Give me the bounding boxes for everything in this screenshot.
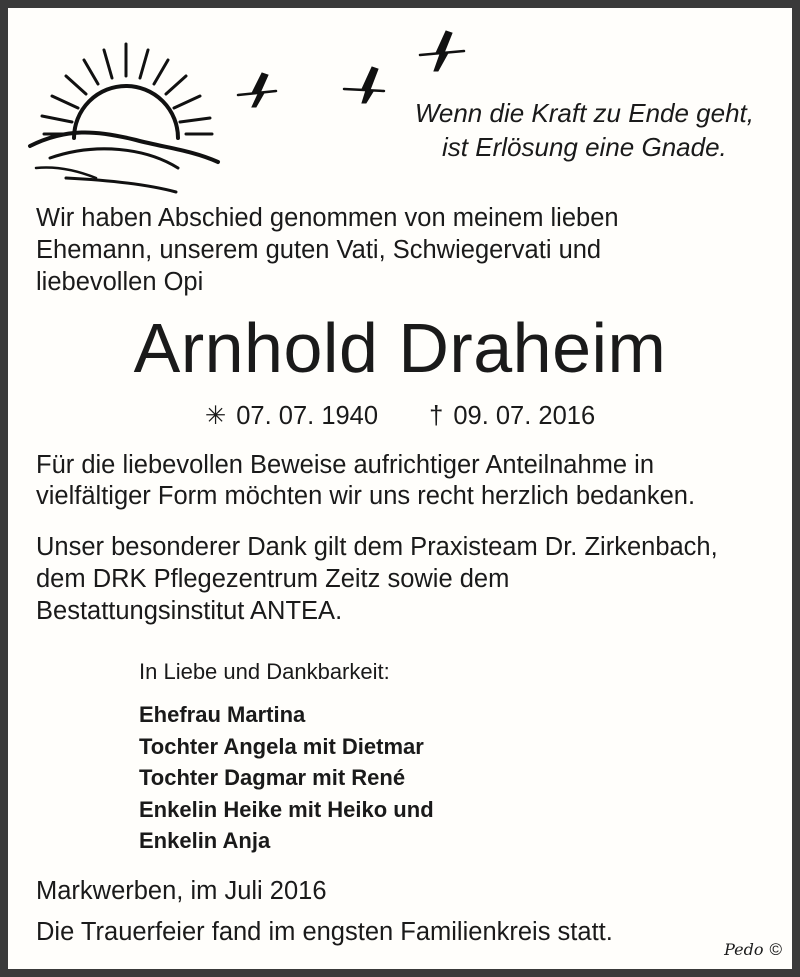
family-member: Tochter Angela mit Dietmar <box>139 733 424 759</box>
intro-line: liebevollen Opi <box>36 268 204 296</box>
intro-line: Wir haben Abschied genommen von meinem lieben <box>36 204 619 232</box>
place-date: Markwerben, im Juli 2016 <box>36 877 327 905</box>
special-thanks-line: dem DRK Pflegezentrum Zeitz sowie dem <box>36 565 510 593</box>
birth-date <box>205 402 385 430</box>
thanks-line: Für die liebevollen Beweise aufrichtiger Anteilnahme in <box>36 451 655 479</box>
copyright-icon: © <box>769 940 782 959</box>
death-date-value: 09. 07. 2016 <box>453 402 596 430</box>
quote <box>415 96 754 164</box>
family-list <box>139 699 434 857</box>
thanks-line: vielfältiger Form möchten wir uns recht herzlich bedanken. <box>36 482 696 510</box>
death-date <box>429 402 595 430</box>
closing-text: In Liebe und Dankbarkeit: <box>139 659 390 684</box>
thanks-text <box>36 450 781 512</box>
sunset-hills-icon <box>26 38 226 198</box>
special-thanks-line: Unser besonderer Dank gilt dem Praxisteam Dr. Zirkenbach, <box>36 533 718 561</box>
intro-line: Ehemann, unserem guten Vati, Schwiegervati und <box>36 236 602 264</box>
quote-line: ist Erlösung eine Gnade. <box>442 132 727 162</box>
special-thanks-text <box>36 531 781 627</box>
birth-star-icon: ✳ <box>204 402 227 430</box>
special-thanks-line: Bestattungsinstitut ANTEA. <box>36 597 343 625</box>
quote-line: Wenn die Kraft zu Ende geht, <box>414 98 754 128</box>
death-cross-icon: † <box>429 402 444 430</box>
life-dates <box>0 399 800 433</box>
family-member: Ehefrau Martina <box>139 702 306 727</box>
family-member: Enkelin Heike mit Heiko und <box>139 796 434 822</box>
family-member: Tochter Dagmar mit René <box>139 765 406 790</box>
family-member: Enkelin Anja <box>139 828 271 853</box>
intro-text <box>36 202 776 298</box>
birth-date-value: 07. 07. 1940 <box>236 402 379 430</box>
funeral-note: Die Trauerfeier fand im engsten Familienkreis statt. <box>36 918 613 946</box>
designer-signature <box>724 938 782 962</box>
deceased-name: Arnhold Draheim <box>133 309 667 387</box>
signature-name: Pedo <box>724 940 764 959</box>
